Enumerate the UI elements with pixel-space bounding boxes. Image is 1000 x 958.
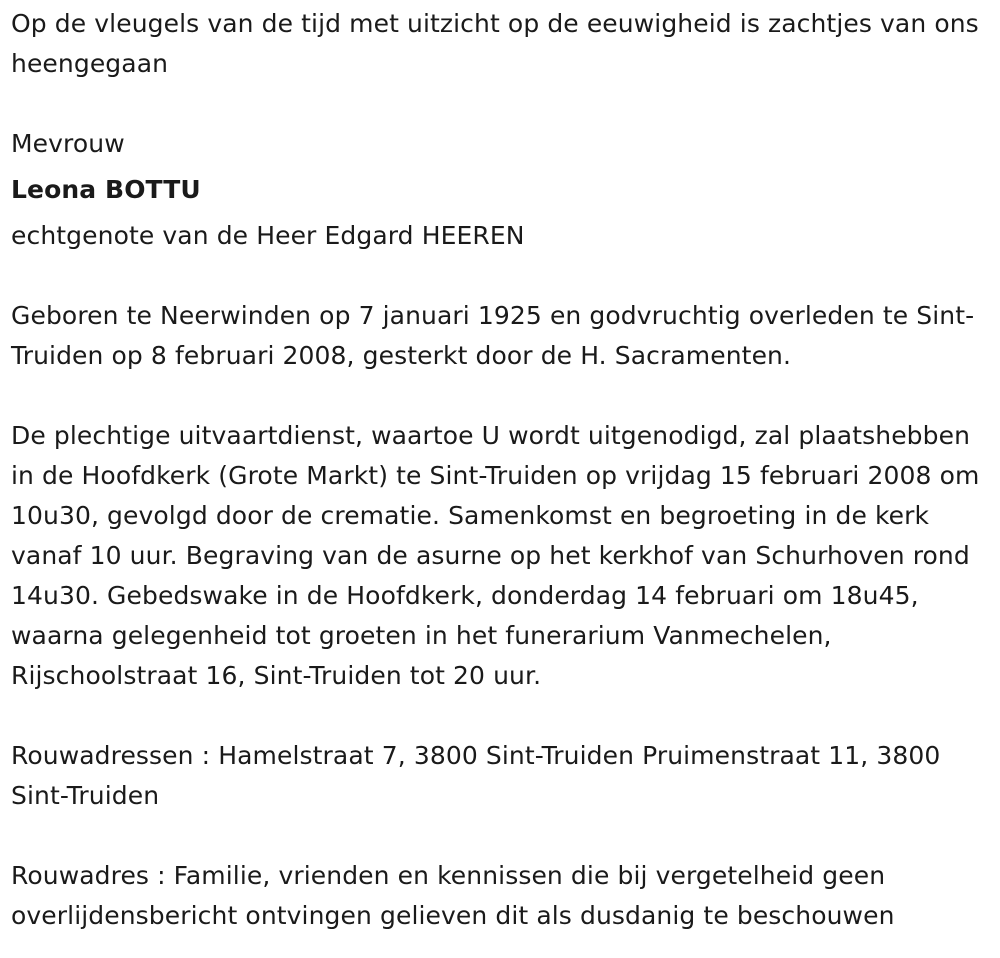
- deceased-name: Leona BOTTU: [11, 175, 201, 204]
- spacer: [11, 84, 996, 124]
- birth-death-paragraph: Geboren te Neerwinden op 7 januari 1925 en godvruchtig overleden te Sint-Truiden op 8 februari 2008, gesterkt door de H. Sacramenten.: [11, 301, 975, 370]
- ceremony-paragraph: De plechtige uitvaartdienst, waartoe U wordt uitgenodigd, zal plaatshebben in de Hoofdkerk (Grote Markt) te Sint-Truiden op vrijdag 15 februari 2008 om 10u30, gevolgd door de crematie. Samenkomst en begroeting in de kerk vanaf 10 uur. Begraving van de asurne op het kerkhof van Schurhoven rond 14u30. Gebedswake in de Hoofdkerk, donderdag 14 februari om 18u45, waarna gelegenheid tot groeten in het funerarium Vanmechelen, Rijschoolstraat 16, Sint-Truiden tot 20 uur.: [11, 421, 980, 690]
- salutation: Mevrouw: [11, 129, 125, 158]
- spacer: [11, 376, 996, 416]
- spacer: [11, 696, 996, 736]
- spacer: [11, 816, 996, 856]
- mourning-address-note: Rouwadres : Familie, vrienden en kennissen die bij vergetelheid geen overlijdensbericht ontvingen gelieven dit als dusdanig te beschouwen: [11, 861, 895, 930]
- spacer: [11, 256, 996, 296]
- intro-text: Op de vleugels van de tijd met uitzicht op de eeuwigheid is zachtjes van ons heengegaan: [11, 9, 979, 78]
- spouse-line: echtgenote van de Heer Edgard HEEREN: [11, 221, 525, 250]
- mourning-addresses: Rouwadressen : Hamelstraat 7, 3800 Sint-Truiden Pruimenstraat 11, 3800 Sint-Truiden: [11, 741, 941, 810]
- obituary-notice: [11, 4, 996, 936]
